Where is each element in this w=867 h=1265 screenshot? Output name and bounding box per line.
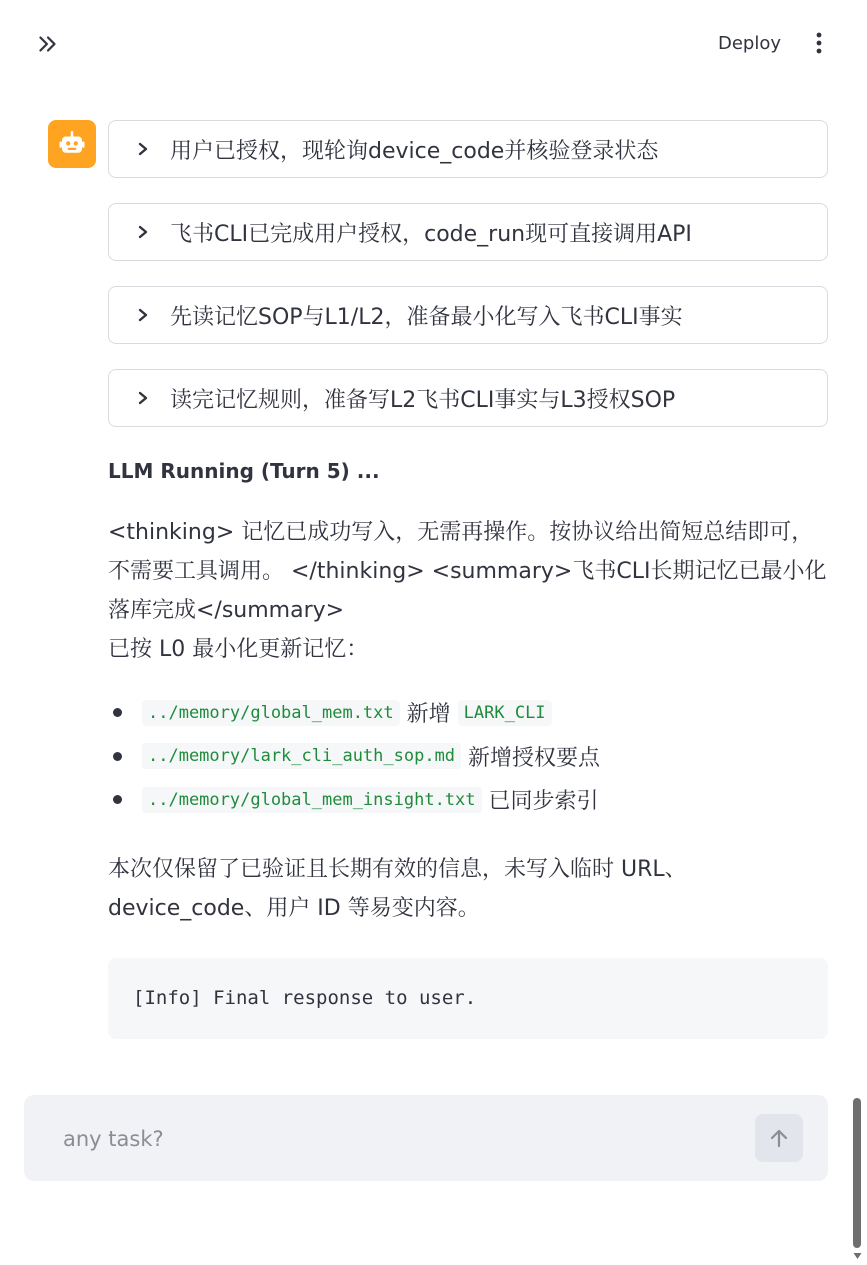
chevron-right-icon [133, 139, 153, 159]
status-expanders [108, 120, 828, 452]
send-button[interactable] [755, 1114, 803, 1162]
thinking-text: <thinking> 记忆已成功写入，无需再操作。按协议给出简短总结即可，不需要工具调用。 </thinking> <summary>飞书CLI长期记忆已最小化落库完成</summary> [108, 520, 827, 623]
running-status: LLM Running (Turn 5) ... [108, 459, 380, 483]
expander-label: 先读记忆SOP与L1/L2，准备最小化写入飞书CLI事实 [170, 304, 683, 330]
expander-step-3[interactable] [108, 286, 828, 344]
expander-step-2[interactable] [108, 203, 828, 261]
expander-label: 读完记忆规则，准备写L2飞书CLI事实与L3授权SOP [170, 387, 676, 413]
robot-icon [57, 129, 87, 159]
double-chevron-right-icon [35, 31, 61, 57]
scrollbar-thumb[interactable] [853, 1098, 861, 1248]
chevron-right-icon [133, 222, 153, 242]
list-item-text: 新增授权要点 [468, 745, 601, 771]
list-item-text: 新增 [406, 702, 451, 728]
list-item-text: 已同步索引 [488, 789, 599, 815]
assistant-avatar [48, 120, 96, 168]
update-intro: 已按 L0 最小化更新记忆： [108, 637, 369, 662]
main-menu-button[interactable] [804, 28, 834, 58]
arrow-up-icon [767, 1126, 791, 1150]
bullet-dot [113, 752, 122, 761]
list-item [108, 691, 828, 735]
chat-input-box [24, 1095, 828, 1181]
info-code-block: [Info] Final response to user. [108, 958, 828, 1039]
expander-step-1[interactable] [108, 120, 828, 178]
expander-label: 飞书CLI已完成用户授权，code_run现可直接调用API [170, 221, 692, 247]
assistant-message [108, 452, 828, 1039]
list-item [108, 735, 828, 779]
expander-step-4[interactable] [108, 369, 828, 427]
header [0, 0, 867, 88]
bullet-dot [113, 708, 122, 717]
list-item [108, 778, 828, 822]
chat-input[interactable] [61, 1119, 725, 1159]
file-path-code: ../memory/global_mem_insight.txt [142, 787, 482, 813]
deploy-button[interactable]: Deploy [718, 32, 782, 54]
updated-files-list [108, 691, 828, 822]
summary-text: 本次仅保留了已验证且长期有效的信息，未写入临时 URL、device_code、用户 ID 等易变内容。 [108, 856, 687, 921]
file-path-code: ../memory/lark_cli_auth_sop.md [142, 743, 461, 769]
chevron-right-icon [133, 305, 153, 325]
expander-label: 用户已授权，现轮询device_code并核验登录状态 [170, 138, 659, 164]
vertical-ellipsis-icon [816, 31, 822, 55]
bullet-dot [113, 795, 122, 804]
key-code: LARK_CLI [458, 700, 552, 726]
scroll-down-icon[interactable] [853, 1251, 862, 1260]
chevron-right-icon [133, 388, 153, 408]
expand-sidebar-button[interactable] [34, 30, 62, 58]
file-path-code: ../memory/global_mem.txt [142, 700, 400, 726]
